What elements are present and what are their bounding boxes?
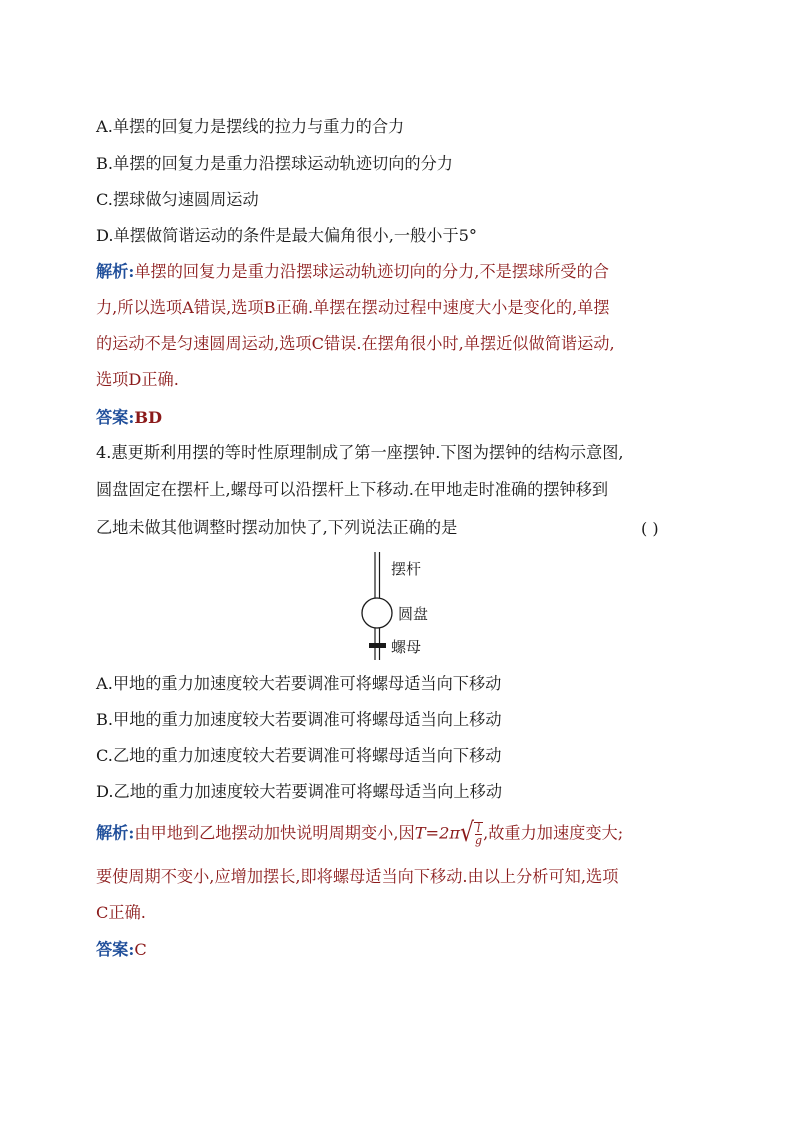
q3-analysis-line-2: 力,所以选项A错误,选项B正确.单摆在摆动过程中速度大小是变化的,单摆 [96, 298, 610, 317]
q4-option-d: D.乙地的重力加速度较大若要调准可将螺母适当向上移动 [96, 782, 503, 801]
nut-block [369, 643, 386, 648]
analysis-label: 解析: [96, 262, 135, 281]
rod-label: 摆杆 [391, 560, 422, 578]
q4-analysis-line-2: 要使周期不变小,应增加摆长,即将螺母适当向下移动.由以上分析可知,选项 [96, 867, 619, 886]
q4-answer [96, 940, 147, 960]
q4-analysis-line-1 [96, 818, 624, 849]
answer-value: BD [134, 408, 163, 427]
disk-circle [362, 598, 392, 628]
answer-label: 答案: [96, 408, 135, 427]
q4-option-a: A.甲地的重力加速度较大若要调准可将螺母适当向下移动 [96, 674, 502, 693]
q4-stem-line-3: 乙地未做其他调整时摆动加快了,下列说法正确的是 [96, 518, 458, 537]
q3-analysis-line-3: 的运动不是匀速圆周运动,选项C错误.在摆角很小时,单摆近似做简谐运动, [96, 334, 615, 353]
q3-option-c: C.摆球做匀速圆周运动 [96, 190, 259, 209]
analysis-text-pre: 由甲地到乙地摆动加快说明周期变小,因 [134, 823, 415, 843]
answer-value: C [134, 940, 147, 959]
q4-option-c: C.乙地的重力加速度较大若要调准可将螺母适当向下移动 [96, 746, 502, 765]
q3-option-a: A.单摆的回复力是摆线的拉力与重力的合力 [96, 117, 405, 136]
analysis-text: 单摆的回复力是重力沿摆球运动轨迹切向的分力,不是摆球所受的合 [134, 262, 609, 281]
answer-label: 答案: [96, 940, 135, 959]
q3-analysis-line-4: 选项D正确. [96, 370, 179, 389]
sqrt-expression [460, 818, 483, 849]
q3-option-d: D.单摆做简谐运动的条件是最大偏角很小,一般小于5° [96, 226, 478, 245]
q4-option-b: B.甲地的重力加速度较大若要调准可将螺母适当向上移动 [96, 710, 502, 729]
sqrt-icon: √ [460, 818, 475, 849]
q4-stem-line-2: 圆盘固定在摆杆上,螺母可以沿摆杆上下移动.在甲地走时准确的摆钟移到 [96, 480, 609, 499]
formula-numerator: l [476, 822, 481, 835]
q4-stem-line-1: 4.惠更斯利用摆的等时性原理制成了第一座摆钟.下图为摆钟的结构示意图, [96, 443, 624, 462]
pendulum-figure [360, 552, 480, 662]
formula-denominator: g [475, 834, 483, 847]
answer-blank-parentheses: ( ) [641, 519, 659, 538]
period-formula: T=2π [414, 823, 461, 843]
q3-answer [96, 408, 162, 428]
q3-analysis-line-1 [96, 262, 609, 282]
disk-label: 圆盘 [398, 605, 429, 623]
analysis-text-post: ,故重力加速度变大; [483, 823, 624, 843]
nut-label: 螺母 [391, 638, 422, 656]
analysis-label: 解析: [96, 823, 135, 843]
q4-analysis-line-3: C正确. [96, 903, 146, 922]
q3-option-b: B.单摆的回复力是重力沿摆球运动轨迹切向的分力 [96, 154, 453, 173]
